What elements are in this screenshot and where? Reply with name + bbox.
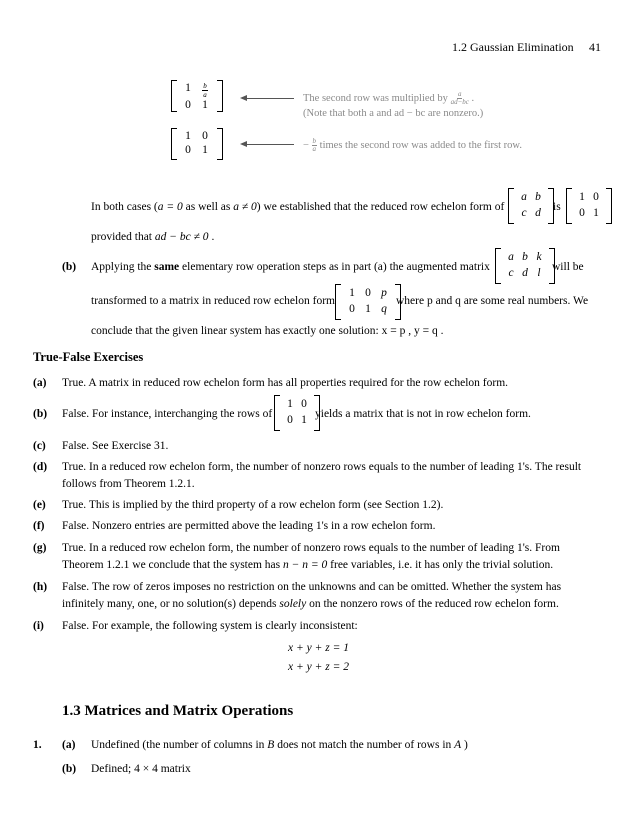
exercise-1b-label: (b) — [62, 763, 77, 775]
exercise-1a-text: Undefined (the number of columns in B does not match the number of rows in A ) — [91, 739, 468, 751]
matrix-reduced: 1 0 p 0 1 q — [335, 284, 401, 320]
step2-arrow — [246, 144, 294, 145]
tf-label-i: (i) — [33, 620, 44, 632]
step1-matrix: 1 $\frac{b}{a}$ 0 1 — [171, 80, 223, 112]
part-b-line3: conclude that the given linear system has exactly one solution: x = p , y = q . — [91, 325, 444, 337]
section-heading: 1.3 Matrices and Matrix Operations — [62, 703, 294, 719]
system-eq1: x + y + z = 1 — [288, 642, 349, 654]
tf-text-g: True. In a reduced row echelon form, the number of nonzero rows equals to the number of leading 1's. From — [62, 542, 560, 554]
b-over-a: $\frac{b}{a}$ — [203, 82, 207, 100]
part-b-line2b: where p and q are some real numbers. We — [396, 295, 589, 307]
page-number: 41 — [589, 40, 601, 54]
step2-matrix: 1 0 0 1 — [171, 128, 223, 160]
step1-note-2: (Note that both a and ad − bc are nonzero.) — [303, 108, 484, 119]
step1-arrow — [246, 98, 294, 99]
tf-text-d2: follows from Theorem 1.2.1. — [62, 478, 195, 490]
exercise-1b-text: Defined; 4 × 4 matrix — [91, 763, 191, 775]
tf-text-d: True. In a reduced row echelon form, the number of nonzero rows equals to the number of leading 1's. The result — [62, 461, 582, 473]
tf-text-g2: Theorem 1.2.1 we conclude that the system has n − n = 0 free variables, i.e. it has only the trivial solution. — [62, 559, 554, 571]
tf-text-e: True. This is implied by the third property of a row echelon form (see Section 1.2). — [62, 499, 444, 511]
tf-text-f: False. Nonzero entries are permitted above the leading 1's in a row echelon form. — [62, 520, 436, 532]
exercise-1a-label: (a) — [62, 739, 76, 751]
part-b-line1: Applying the same elementary row operation steps as in part (a) the augmented matrix — [91, 261, 490, 273]
part-b-will-be: will be — [552, 261, 584, 273]
tf-text-b1: False. For instance, interchanging the rows of — [62, 408, 273, 420]
tf-label-g: (g) — [33, 542, 47, 554]
tf-label-e: (e) — [33, 499, 46, 511]
tf-text-b2: yields a matrix that is not in row echelon form. — [315, 408, 531, 420]
tf-label-f: (f) — [33, 520, 45, 532]
tf-text-h: False. The row of zeros imposes no restriction on the unknowns and can be omitted. Whether the system has — [62, 581, 562, 593]
tf-text-h2: infinitely many, one, or no solution(s) depends solely on the nonzero rows of the reduced row echelon form. — [62, 598, 559, 610]
tf-label-b: (b) — [33, 408, 48, 420]
system-eq2: x + y + z = 2 — [288, 661, 349, 673]
tf-label-h: (h) — [33, 581, 48, 593]
step2-note: − $\frac{b}{a}$ times the second row was added to the first row. — [303, 137, 522, 153]
tf-label-d: (d) — [33, 461, 48, 473]
matrix-swap: 1 0 0 1 — [274, 395, 320, 431]
part-b-label: (b) — [62, 261, 77, 273]
tf-label-c: (c) — [33, 440, 46, 452]
para1-is: is — [553, 201, 561, 213]
tf-heading: True-False Exercises — [33, 350, 144, 364]
part-b-line2a: transformed to a matrix in reduced row echelon form — [91, 295, 335, 307]
para1-line1: In both cases (a = 0 as well as a ≠ 0) we established that the reduced row echelon form of — [91, 201, 505, 213]
step1-note: The second row was multiplied by $\frac{a}{ad-bc}$ . — [303, 90, 475, 106]
matrix-augmented: a b k c d l — [495, 248, 555, 284]
tf-text-i: False. For example, the following system is clearly inconsistent: — [62, 620, 358, 632]
tf-text-a: True. A matrix in reduced row echelon form has all properties required for the row echelon form. — [62, 377, 509, 389]
tf-text-c: False. See Exercise 31. — [62, 440, 169, 452]
exercise-1-number: 1. — [33, 739, 42, 751]
matrix-identity: 1 0 0 1 — [566, 188, 612, 224]
matrix-abcd: a b c d — [508, 188, 554, 224]
tf-label-a: (a) — [33, 377, 47, 389]
running-header: 1.2 Gaussian Elimination — [452, 40, 574, 54]
para1-line2: provided that ad − bc ≠ 0 . — [91, 231, 215, 243]
